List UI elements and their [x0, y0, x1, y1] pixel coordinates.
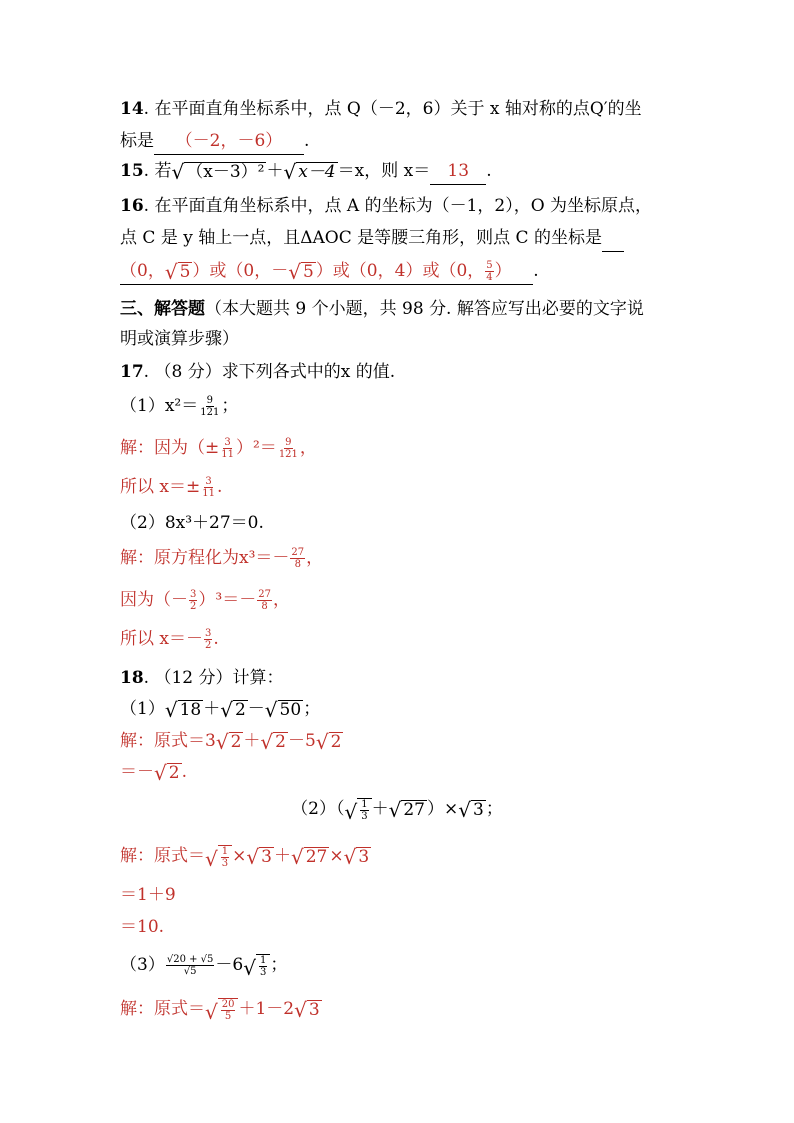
- punctuation: ，: [299, 438, 317, 458]
- fraction: [204, 628, 212, 651]
- punctuation: ，: [306, 548, 324, 568]
- period: .: [304, 131, 310, 151]
- numerator: 3: [224, 437, 231, 448]
- problem-17-solution-1: [120, 435, 317, 461]
- punctuation: .: [181, 762, 187, 782]
- operator: ＋: [273, 846, 291, 866]
- operator: ＋: [371, 799, 389, 819]
- operator: ＋: [266, 161, 284, 181]
- solution-text: 解：原式＝3: [120, 731, 216, 751]
- problem-number: 15: [120, 161, 144, 181]
- denominator: 3: [259, 966, 267, 978]
- problem-18-solution-2: ＝－ √ 2 .: [120, 760, 187, 785]
- denominator: 8: [294, 559, 301, 570]
- denominator: 2: [190, 601, 197, 612]
- problem-17-solution-3: [120, 545, 323, 571]
- solution-text: ）³＝－: [198, 590, 257, 610]
- fraction: [259, 955, 267, 978]
- operator: ＋: [243, 731, 261, 751]
- answer-part: ）或（0，4）或（0，: [315, 261, 485, 281]
- punctuation: ；: [303, 699, 321, 719]
- radicand: （x－3）²: [186, 161, 265, 182]
- solution-text: ＝10.: [120, 917, 165, 937]
- problem-text: . 在平面直角坐标系中，点 A 的坐标为（－1，2），O 为坐标原点，: [143, 196, 653, 216]
- answer-part: （0，: [120, 261, 165, 281]
- solution-text: 因为（－: [120, 590, 188, 610]
- solution-text: 所以 x＝－: [120, 629, 203, 649]
- problem-text: . 若: [143, 161, 172, 181]
- problem-number: 16: [120, 196, 144, 216]
- numerator: 3: [190, 589, 197, 600]
- problem-text: 标是: [120, 131, 154, 151]
- radical: √ （x－3）²: [171, 159, 265, 184]
- problem-18-solution-3: 解：原式＝ √ $\frac{1}{3}$ × √ 3 ＋ √ 27 × √ 3: [120, 844, 370, 871]
- problem-17-q1: [120, 393, 238, 419]
- denominator: 2: [205, 640, 212, 651]
- section-description: 明或演算步骤）: [120, 329, 239, 349]
- numerator: 1: [361, 798, 368, 810]
- fraction: [220, 437, 235, 460]
- denominator: 3: [361, 810, 368, 822]
- fraction: [201, 476, 216, 499]
- operator: －6: [215, 955, 244, 975]
- radicand: 2: [234, 699, 246, 720]
- operator: ＋: [203, 699, 221, 719]
- numerator: 3: [205, 628, 212, 639]
- question-text: （2）（: [291, 799, 345, 819]
- problem-18-solution-5: [120, 914, 164, 940]
- numerator: 9: [285, 437, 292, 448]
- problem-18-solution-4: [120, 882, 176, 908]
- problem-text: . 在平面直角坐标系中，点 Q（－2，6）关于 x 轴对称的点Q′的坐: [143, 99, 642, 119]
- radicand: 50: [279, 699, 302, 720]
- radicand: 2: [275, 731, 286, 752]
- radicand: 2: [168, 762, 180, 783]
- radicand: 18: [179, 699, 202, 720]
- denominator: 5: [224, 1010, 232, 1022]
- numerator: 1: [259, 954, 267, 966]
- radicand: 3: [261, 846, 272, 867]
- problem-16-line-1: [120, 193, 652, 219]
- solution-text: ＋1－2: [238, 999, 295, 1019]
- radicand: 2: [230, 731, 242, 752]
- answer-part: ）或（0，－: [192, 261, 289, 281]
- period: .: [533, 261, 539, 281]
- solution-text: 解：因为（±: [120, 438, 220, 458]
- fraction: [360, 799, 368, 822]
- answer-blank: （0， √ 5 ）或（0，－ √ 5 ）或（0，4）或（0， $\frac{5}{4}$ ）: [120, 258, 533, 285]
- problem-number: 14: [120, 99, 144, 119]
- answer-part: ）: [494, 261, 512, 281]
- answer-blank: 13: [430, 158, 486, 185]
- problem-14-line-2: [120, 128, 309, 155]
- problem-17-q2: [120, 510, 264, 536]
- problem-17-solution-4: [120, 587, 290, 613]
- fraction: [221, 846, 229, 869]
- problem-number: 17: [120, 362, 144, 382]
- problem-17-solution-5: [120, 626, 219, 652]
- problem-17-head: [120, 359, 395, 385]
- numerator: 3: [205, 476, 212, 487]
- punctuation: ；: [270, 955, 288, 975]
- operator: －: [247, 699, 265, 719]
- problem-15-line: [120, 158, 492, 185]
- problem-text: . （8 分）求下列各式中的x 的值.: [143, 362, 396, 382]
- radicand: 5: [302, 261, 314, 282]
- radicand: x－4: [298, 161, 336, 182]
- period: .: [486, 161, 492, 181]
- numerator: 5: [486, 260, 493, 271]
- radicand: 2: [330, 731, 342, 752]
- punctuation: ，: [272, 590, 290, 610]
- denominator: 11: [221, 449, 234, 460]
- radicand: 3: [358, 846, 370, 867]
- numerator: 27: [258, 589, 271, 600]
- radicand: 27: [403, 799, 425, 820]
- problem-text: . （12 分）计算：: [143, 668, 284, 688]
- numerator: 27: [291, 547, 305, 558]
- problem-18-head: [120, 665, 284, 691]
- denominator: 8: [261, 601, 268, 612]
- radical: √ x－4: [283, 159, 336, 184]
- fraction: [221, 999, 236, 1022]
- fraction: [189, 589, 197, 612]
- fraction: [166, 954, 215, 977]
- solution-text: ＝1＋9: [120, 885, 176, 905]
- question-text: （1）x²＝: [120, 396, 199, 416]
- punctuation: .: [213, 629, 219, 649]
- numerator: 9: [206, 395, 213, 406]
- problem-18-q3: （3） $\frac{√20 + √5}{√5}$ －6 √ $\frac{1}{3}$ ；: [120, 954, 288, 980]
- fraction: [290, 547, 305, 570]
- fraction: [199, 395, 220, 418]
- punctuation: ；: [221, 396, 239, 416]
- problem-18-q2: （2）（ √ $\frac{1}{3}$ ＋ √ 27 ）× √ 3 ；: [291, 797, 503, 824]
- solution-text: ）²＝: [235, 438, 277, 458]
- problem-16-line-2: [120, 225, 624, 252]
- solution-text: 解：原方程化为x³＝－: [120, 548, 290, 568]
- denominator: 11: [202, 488, 215, 499]
- solution-text: 解：原式＝: [120, 846, 205, 866]
- problem-14-line-1: [120, 96, 642, 122]
- section-heading-line-2: [120, 326, 239, 352]
- operator: －5: [287, 731, 316, 751]
- denominator: 121: [278, 449, 298, 460]
- question-text: （1）: [120, 699, 165, 719]
- numerator: √20 + √5: [166, 954, 214, 965]
- fraction: [257, 589, 272, 612]
- solution-text: ＝－: [120, 762, 154, 782]
- problem-number: 18: [120, 668, 144, 688]
- problem-16-answer: [120, 258, 539, 285]
- question-text: （3）: [120, 955, 165, 975]
- radicand: 5: [179, 261, 191, 282]
- problem-17-solution-2: [120, 474, 222, 500]
- punctuation: ；: [485, 799, 503, 819]
- operator: ）×: [427, 799, 459, 819]
- question-text: （2）8x³＋27＝0.: [120, 513, 264, 533]
- solution-text: 解：原式＝: [120, 999, 205, 1019]
- denominator: 4: [486, 272, 493, 283]
- answer-blank: （－2，－6）: [154, 128, 304, 155]
- fraction: [485, 260, 493, 283]
- denominator: √5: [183, 966, 197, 977]
- section-title: 三、解答题: [120, 299, 205, 319]
- fraction: [278, 437, 299, 460]
- problem-18-q1: （1） √ 18 ＋ √ 2 － √ 50 ；: [120, 697, 321, 722]
- numerator: 20: [221, 998, 235, 1010]
- section-description: （本大题共 9 个小题，共 98 分. 解答应写出必要的文字说: [205, 299, 644, 319]
- problem-text: 点 C 是 y 轴上一点，且ΔAOC 是等腰三角形，则点 C 的坐标是: [120, 228, 602, 248]
- problem-18-solution-6: 解：原式＝ √ $\frac{20}{5}$ ＋1－2 √ 3: [120, 997, 320, 1024]
- operator: ×: [232, 846, 247, 866]
- radicand: 27: [305, 846, 328, 867]
- numerator: 1: [221, 845, 229, 857]
- operator: ×: [329, 846, 344, 866]
- solution-text: 所以 x＝±: [120, 477, 201, 497]
- section-heading-line-1: [120, 296, 644, 322]
- problem-text: ＝x，则 x＝: [337, 161, 431, 181]
- denominator: 121: [200, 407, 220, 418]
- problem-18-solution-1: 解：原式＝3 √ 2 ＋ √ 2 －5 √ 2: [120, 729, 342, 754]
- radicand: 3: [473, 799, 484, 820]
- punctuation: .: [216, 477, 223, 497]
- radicand: 3: [308, 999, 320, 1020]
- denominator: 3: [221, 857, 229, 869]
